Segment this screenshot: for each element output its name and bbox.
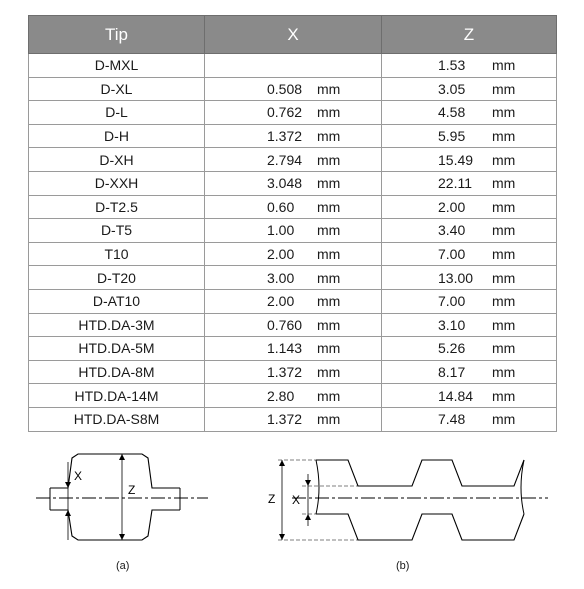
table-row [29,337,557,361]
z-unit: mm [492,340,516,357]
z-unit: mm [492,269,516,286]
z-cell [382,219,557,243]
figure-a-diagram [30,448,220,553]
z-cell [382,148,557,172]
z-unit: mm [492,387,516,404]
x-unit: mm [317,198,341,215]
z-unit: mm [492,57,516,74]
x-value: 3.048 [267,175,303,192]
tip-cell: HTD.DA-3M [29,313,205,337]
x-unit: mm [317,340,341,357]
x-cell [205,289,382,313]
x-value: 1.00 [267,222,295,239]
x-value: 0.760 [267,316,303,333]
x-unit: mm [317,222,341,239]
z-value: 3.05 [438,80,466,97]
x-cell [205,337,382,361]
z-value: 3.10 [438,316,466,333]
table-row [29,77,557,101]
table-row [29,266,557,290]
z-unit: mm [492,104,516,121]
z-unit: mm [492,128,516,145]
tip-cell: D-MXL [29,54,205,78]
x-cell [205,313,382,337]
z-cell [382,124,557,148]
x-cell [205,101,382,125]
x-unit: mm [317,246,341,263]
table-row [29,242,557,266]
z-cell [382,242,557,266]
z-value: 3.40 [438,222,466,239]
z-value: 5.26 [438,340,466,357]
x-unit: mm [317,128,341,145]
x-unit: mm [317,316,341,333]
figure-b-caption: (b) [396,560,410,572]
z-value: 22.11 [438,175,472,192]
z-cell [382,360,557,384]
x-value: 0.60 [267,198,295,215]
fig-b-top-outline [316,460,524,486]
z-value: 7.48 [438,411,466,428]
x-value: 2.794 [267,151,303,168]
z-cell [382,289,557,313]
z-unit: mm [492,80,516,97]
z-unit: mm [492,411,516,428]
table-row [29,407,557,431]
z-unit: mm [492,222,516,239]
table-row [29,384,557,408]
x-unit: mm [317,104,341,121]
spec-table [28,15,557,432]
tip-cell: D-XL [29,77,205,101]
tip-cell: D-AT10 [29,289,205,313]
fig-b-label-x: X [292,493,301,507]
x-unit: mm [317,411,341,428]
z-value: 14.84 [438,387,474,404]
header-x: X [205,16,382,54]
z-cell [382,171,557,195]
z-value: 13.00 [438,269,474,286]
z-value: 8.17 [438,364,466,381]
x-value: 1.372 [267,411,303,428]
z-unit: mm [492,175,516,192]
z-value: 5.95 [438,128,466,145]
z-unit: mm [492,246,516,263]
table-row [29,54,557,78]
table-body [29,54,557,432]
tip-cell: HTD.DA-5M [29,337,205,361]
tip-cell: D-XXH [29,171,205,195]
table-row [29,171,557,195]
z-value: 15.49 [438,151,474,168]
z-cell [382,384,557,408]
x-value: 1.143 [267,340,303,357]
x-unit: mm [317,175,341,192]
z-value: 7.00 [438,246,466,263]
x-cell [205,219,382,243]
z-value: 4.58 [438,104,466,121]
x-cell [205,195,382,219]
x-unit: mm [317,387,341,404]
x-cell [205,242,382,266]
x-cell [205,124,382,148]
x-value: 1.372 [267,364,303,381]
z-cell [382,77,557,101]
fig-a-label-z: Z [128,483,136,497]
x-value: 2.00 [267,293,295,310]
z-value: 7.00 [438,293,466,310]
table-row [29,148,557,172]
x-value: 2.00 [267,246,295,263]
z-cell [382,101,557,125]
z-value: 1.53 [438,57,466,74]
x-value: 3.00 [267,269,295,286]
fig-b-label-z: Z [268,492,276,506]
table-row [29,289,557,313]
x-unit: mm [317,269,341,286]
z-unit: mm [492,316,516,333]
tip-cell: D-T20 [29,266,205,290]
z-unit: mm [492,293,516,310]
figure-b-diagram [262,448,554,553]
figure-a-caption: (a) [116,560,130,572]
x-cell [205,266,382,290]
x-cell [205,54,382,78]
table-row [29,219,557,243]
x-value: 0.762 [267,104,303,121]
x-value: 0.508 [267,80,303,97]
x-cell [205,384,382,408]
tip-cell: D-L [29,101,205,125]
z-unit: mm [492,364,516,381]
header-tip: Tip [29,16,205,54]
table-row [29,101,557,125]
x-cell [205,360,382,384]
x-cell [205,148,382,172]
table-row [29,313,557,337]
header-z: Z [382,16,557,54]
x-unit: mm [317,151,341,168]
table-row [29,124,557,148]
tip-cell: D-T5 [29,219,205,243]
z-unit: mm [492,198,516,215]
tip-cell: D-XH [29,148,205,172]
tip-cell: HTD.DA-14M [29,384,205,408]
x-value: 2.80 [267,387,295,404]
fig-a-label-x: X [74,469,83,483]
x-value: 1.372 [267,128,303,145]
z-cell [382,407,557,431]
x-cell [205,171,382,195]
table-row [29,195,557,219]
tip-cell: D-T2.5 [29,195,205,219]
x-cell [205,77,382,101]
x-unit: mm [317,293,341,310]
z-unit: mm [492,151,516,168]
z-cell [382,313,557,337]
fig-a-belt-outline [50,454,180,540]
z-cell [382,195,557,219]
tip-cell: T10 [29,242,205,266]
tip-cell: D-H [29,124,205,148]
table-row [29,360,557,384]
z-cell [382,54,557,78]
fig-b-bottom-outline [316,514,524,540]
header-row [29,16,557,54]
z-cell [382,266,557,290]
z-cell [382,337,557,361]
x-cell [205,407,382,431]
x-unit: mm [317,80,341,97]
x-unit: mm [317,364,341,381]
tip-cell: HTD.DA-S8M [29,407,205,431]
z-value: 2.00 [438,198,466,215]
tip-cell: HTD.DA-8M [29,360,205,384]
